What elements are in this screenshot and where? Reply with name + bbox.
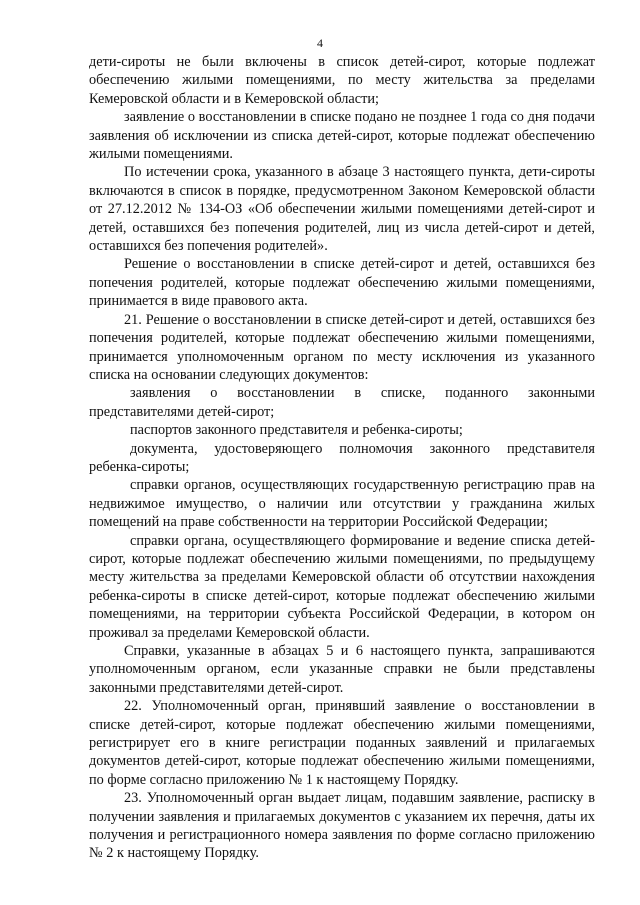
list-item-authority-document: документа, удостоверяющего полномочия законного представителя ребенка-сироты;: [89, 440, 595, 475]
paragraph-item-23: 23. Уполномоченный орган выдает лицам, подавшим заявление, расписку в получении заявления и прилагаемых документов с указанием их перечня, даты их получения и регистрационного номера заявления по форме согласно приложению № 2 к настоящему Порядку.: [89, 790, 595, 862]
list-item-previous-residence-certificate: справки органа, осуществляющего формирование и ведение списка детей-сирот, которые подлежат обеспечению жилыми помещениями, по предыдущему месту жительства за пределами Кемеровской области об отсутствии нахождения ребенка-сироты в списке детей-сирот, которые подлежат обеспечению жилыми помещениями, на территории субъекта Российской Федерации, в котором он проживал за пределами Кемеровской области.: [89, 532, 595, 641]
paragraph-application-deadline: заявление о восстановлении в списке подано не позднее 1 года со дня подачи заявления об исключении из списка детей-сирот, которые подлежат обеспечению жилыми помещениями.: [89, 109, 595, 163]
paragraph-certificates-request: Справки, указанные в абзацах 5 и 6 настоящего пункта, запрашиваются уполномоченным органом, если указанные справки не были представлены законными представителями детей-сирот.: [89, 643, 595, 696]
list-item-property-certificate: справки органов, осуществляющих государственную регистрацию прав на недвижимое имущество, о наличии или отсутствии у гражданина жилых помещений на праве собственности на территории Российской Федерации;: [89, 477, 595, 531]
list-item-application: заявления о восстановлении в списке, поданного законными представителями детей-сирот;: [89, 385, 595, 420]
list-item-passports: паспортов законного представителя и ребенка-сироты;: [130, 422, 463, 439]
paragraph-term-expiry: По истечении срока, указанного в абзаце 3 настоящего пункта, дети-сироты включаются в список в порядке, предусмотренном Законом Кемеровской области от 27.12.2012 № 134-ОЗ «Об обеспечении жилыми помещениями детей-сирот и детей, оставшихся без попечения родителей, лиц из числа детей-сирот и детей, оставшихся без попечения родителей».: [89, 164, 595, 255]
paragraph-item-21: 21. Решение о восстановлении в списке детей-сирот и детей, оставшихся без попечения родителей, которые подлежат обеспечению жилыми помещениями, принимается уполномоченным органом по месту исключения из указанного списка на основании следующих документов:: [89, 311, 595, 383]
paragraph-decision-legal-act: Решение о восстановлении в списке детей-сирот и детей, оставшихся без попечения родителей, которые подлежат обеспечению жилыми помещениями, принимается в виде правового акта.: [89, 256, 595, 310]
paragraph-item-22: 22. Уполномоченный орган, принявший заявление о восстановлении в списке детей-сирот, которые подлежат обеспечению жилыми помещениями, регистрирует его в книге регистрации поданных заявлений и прилагаемых документов детей-сирот, которые подлежат обеспечению жилыми помещениями, по форме согласно приложению № 1 к настоящему Порядку.: [89, 698, 595, 788]
paragraph-continuation: дети-сироты не были включены в список детей-сирот, которые подлежат обеспечению жилыми помещениями, по месту жительства за пределами Кемеровской области и в Кемеровской области;: [89, 54, 595, 107]
page-number: 4: [317, 36, 323, 50]
document-body: [89, 53, 595, 863]
